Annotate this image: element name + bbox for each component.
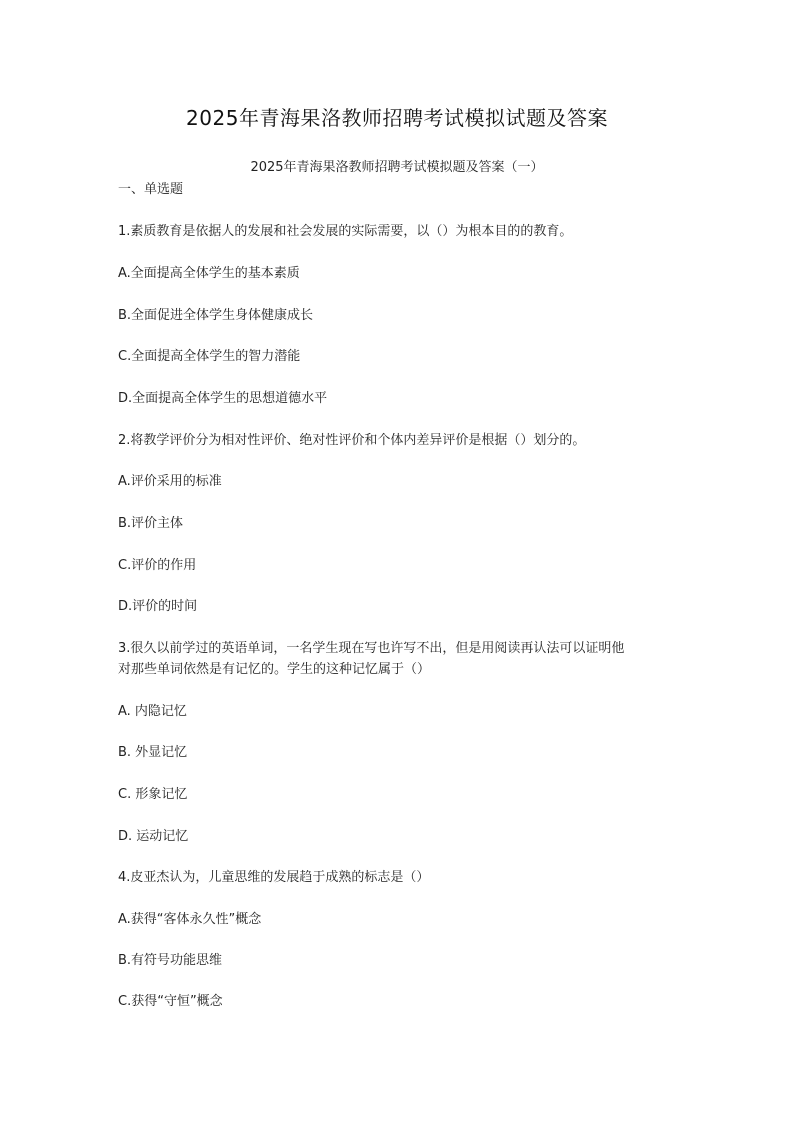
answer-option: D. 运动记忆	[118, 829, 189, 844]
answer-option: D.评价的时间	[118, 599, 198, 614]
question-stem: 4.皮亚杰认为，儿童思维的发展趋于成熟的标志是（）	[118, 870, 430, 885]
answer-option: A.评价采用的标准	[118, 474, 222, 489]
answer-option: B. 外显记忆	[118, 745, 188, 760]
answer-option: B.有符号功能思维	[118, 953, 223, 968]
answer-option: C.获得“守恒”概念	[118, 994, 223, 1009]
answer-option: C.评价的作用	[118, 558, 197, 573]
question-stem: 2.将教学评价分为相对性评价、绝对性评价和个体内差异评价是根据（）划分的。	[118, 433, 586, 448]
answer-option: D.全面提高全体学生的思想道德水平	[118, 391, 328, 406]
answer-option: C.全面提高全体学生的智力潜能	[118, 349, 301, 364]
answer-option: A. 内隐记忆	[118, 704, 187, 719]
section-heading: 一、单选题	[118, 182, 184, 197]
answer-option: C. 形象记忆	[118, 787, 188, 802]
answer-option: B.评价主体	[118, 516, 184, 531]
question-stem-line: 3.很久以前学过的英语单词，一名学生现在写也许写不出，但是用阅读再认法可以证明他	[118, 641, 625, 656]
document-title: 2025年青海果洛教师招聘考试模拟试题及答案	[186, 106, 608, 130]
answer-option: B.全面促进全体学生身体健康成长	[118, 308, 314, 323]
answer-option: A.获得“客体永久性”概念	[118, 912, 262, 927]
document-subtitle: 2025年青海果洛教师招聘考试模拟题及答案（一）	[250, 160, 544, 175]
answer-option: A.全面提高全体学生的基本素质	[118, 266, 300, 281]
question-stem: 1.素质教育是依据人的发展和社会发展的实际需要，以（）为根本目的的教育。	[118, 224, 573, 239]
question-stem-line: 对那些单词依然是有记忆的。学生的这种记忆属于（）	[118, 662, 431, 677]
